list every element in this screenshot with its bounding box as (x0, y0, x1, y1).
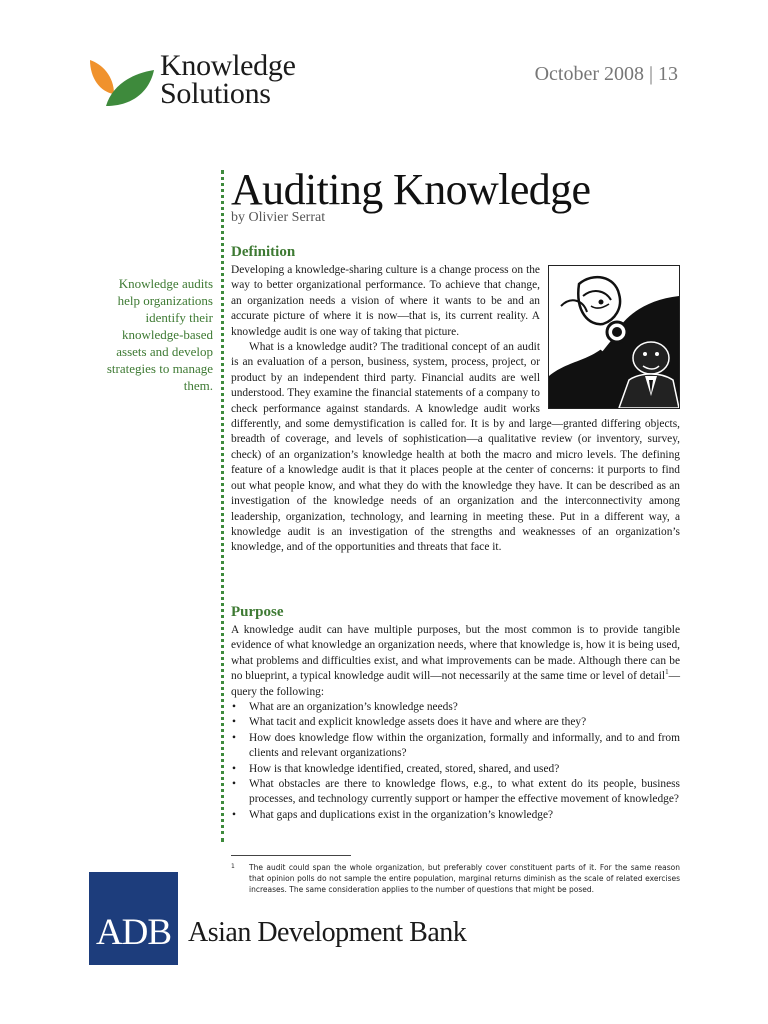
byline: by Olivier Serrat (231, 210, 326, 225)
footnote-text: The audit could span the whole organization, but preferably cover constituent parts of it. For the same reason that opinion polls do not sample the entire population, marginal returns diminish as the scale of related exercises increases. The same consideration applies to the number of questions that might be posed. (249, 863, 680, 894)
footnote (231, 862, 680, 895)
issue-label: October 2008 | 13 (534, 63, 678, 85)
list-item: • How does knowledge flow within the organization, formally and informally, and to and from clients and relevant organizations? (231, 731, 680, 762)
definition-paragraph: Developing a knowledge-sharing culture is a change process on the way to better organizational performance. To achieve that change, an organization needs a vision of where it wants to be and an accurate picture of where it is now—that is, its current reality. A knowledge audit is one way of taking that picture. (231, 264, 540, 338)
definition-heading: Definition (231, 244, 296, 260)
adb-logo-text: ADB (95, 912, 172, 953)
purpose-body (231, 623, 680, 823)
list-item: • What obstacles are there to knowledge flows, e.g., to what extent do its people, business processes, and technology currently support or hamper the effective movement of knowledge? (231, 777, 680, 808)
list-item: • How is that knowledge identified, created, stored, shared, and used? (231, 762, 680, 777)
dotted-divider (221, 170, 224, 842)
audit-illustration (548, 265, 680, 409)
brand-line-1: Knowledge (160, 49, 296, 82)
brand-wordmark (160, 49, 296, 110)
adb-logo (89, 872, 178, 965)
purpose-intro: A knowledge audit can have multiple purposes, but the most common is to provide tangible evidence of what knowledge an organization needs, where that knowledge is, how it is being used, what problems and difficulties exist, and what improvements can be made. Although there can be no blueprint, a typical knowledge audit will—not necessarily at the same time or level of detail$^1$—query the following: (231, 624, 680, 698)
footnote-rule (231, 855, 351, 856)
purpose-question-list (231, 700, 680, 823)
knowledge-solutions-leaf-logo (88, 54, 158, 110)
purpose-heading: Purpose (231, 604, 284, 620)
footnote-marker: 1 (231, 863, 235, 870)
pull-quote: Knowledge audits help organizations identify their knowledge-based assets and develop strategies to manage them. (106, 276, 213, 393)
page-title: Auditing Knowledge (231, 165, 591, 214)
organization-name: Asian Development Bank (188, 917, 467, 948)
footnote-ref[interactable]: 1 (665, 668, 669, 677)
definition-paragraph: What is a knowledge audit? The traditional concept of an audit is an evaluation of a person, business, system, process, project, or product by an independent third party. Financial audits are well understood. They examine the financial statements of a company to check performance against standards. A knowledge audit works differently, and some demystification is called for. It is by and large—granted differing objects, breadth of coverage, and levels of sophistication—a qualitative review (or inventory, survey, check) of an organization’s knowledge health at both the macro and micro levels. The defining feature of a knowledge audit is that it places people at the center of concerns: it purports to find out what people know, and what they do with the knowledge they have. It can be described as an investigation of the knowledge needs of an organization and the interconnectivity among leadership, organization, technology, and learning in meeting these. Put in a different way, a knowledge audit is an investigation of the strengths and weaknesses of an organization’s knowledge, and of the opportunities and threats that face it. (231, 341, 680, 554)
brand-line-2: Solutions (160, 77, 271, 110)
list-item: • What gaps and duplications exist in the organization’s knowledge? (231, 808, 680, 823)
definition-body (231, 263, 680, 556)
list-item: • What are an organization’s knowledge needs? (231, 700, 680, 715)
list-item: • What tacit and explicit knowledge assets does it have and where are they? (231, 715, 680, 730)
